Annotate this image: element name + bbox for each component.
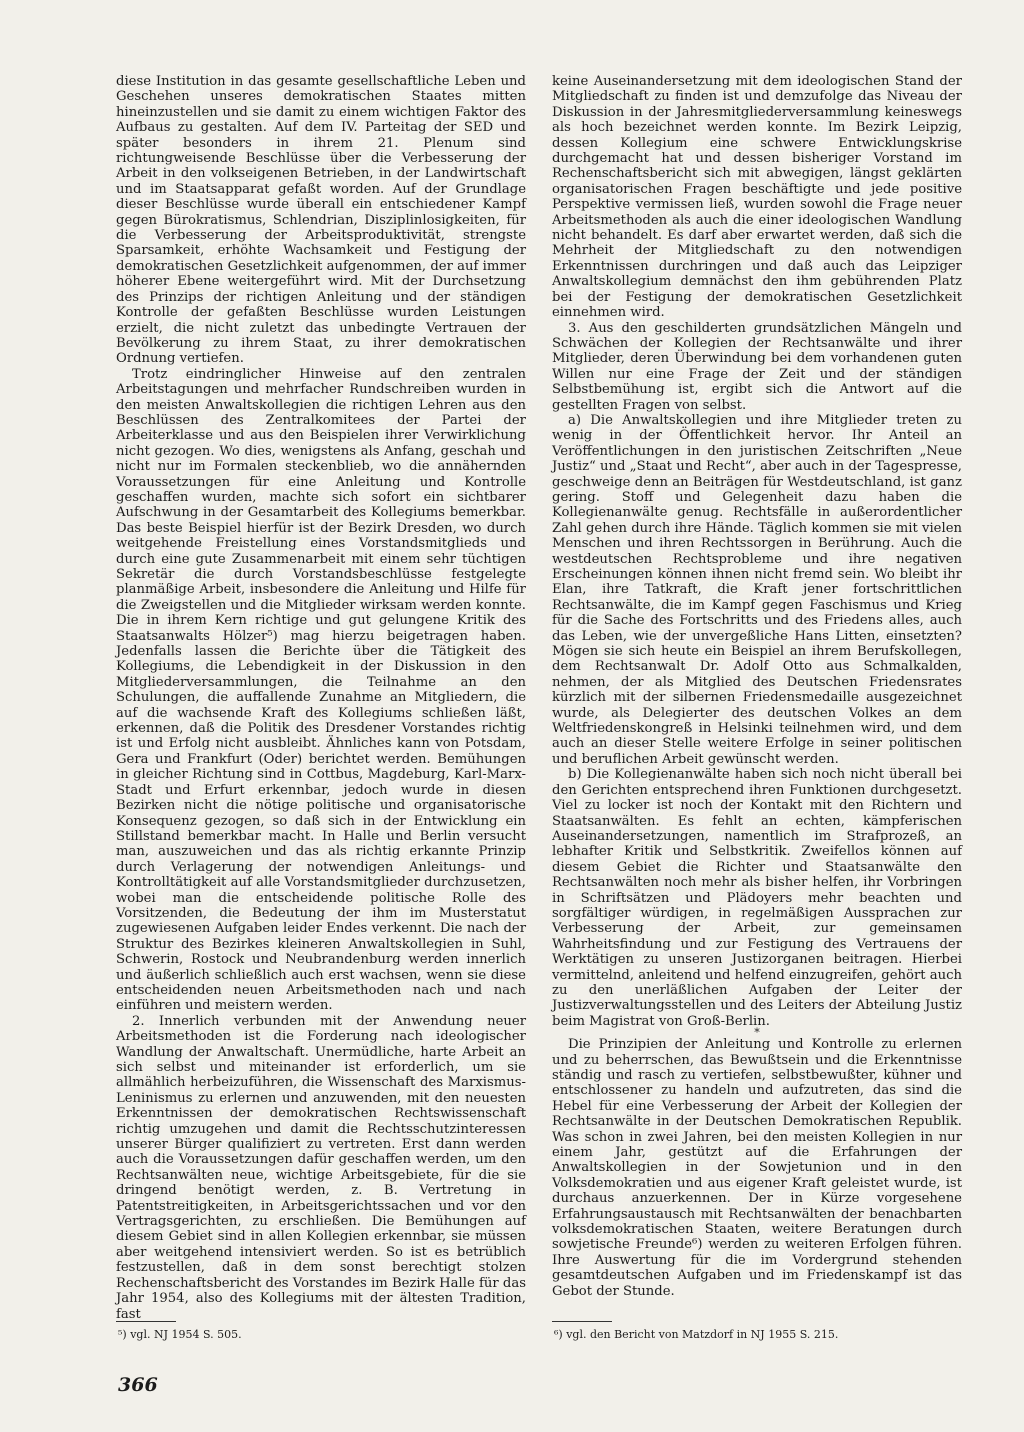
paragraph: keine Auseinandersetzung mit dem ideologischen Stand der Mitgliedschaft zu finden ist und demzufolge das Niveau der Diskussion in der Jahresmitgliederversammlung keineswegs als hoch bezeichnet werden konnte. Im Bezirk Leipzig, dessen Kollegium eine schwere Entwicklungskrise durchgemacht hat und dessen bisheriger Vorstand im Rechenschaftsbericht sich mit abwegigen, längst geklärten organisatorischen Fragen beschäftigte und jede positive Perspektive vermissen ließ, wurden sowohl die Frage neuer Arbeitsmethoden als auch die einer ideologischen Wandlung nicht behandelt. Es darf aber erwartet werden, daß sich die Mehrheit der Mitgliedschaft zu den notwendigen Erkenntnissen durchringen und daß auch das Leipziger Anwaltskollegium demnächst den ihm gebührenden Platz bei der Festigung der demokratischen Gesetzlichkeit einnehmen wird. — [552, 74, 962, 321]
left-column — [116, 74, 526, 1322]
right-column — [552, 74, 962, 1299]
paragraph: Trotz eindringlicher Hinweise auf den zentralen Arbeitstagungen und mehrfacher Rundschreiben wurden in den meisten Anwaltskollegien die richtigen Lehren aus den Beschlüssen des Zentralkomitees der Partei der Arbeiterklasse und aus den Beispielen ihrer Verwirklichung nicht gezogen. Wo dies, wenigstens als Anfang, geschah und nicht nur im Formalen steckenblieb, wo die annähernden Voraussetzungen für eine Anleitung und Kontrolle geschaffen wurden, machte sich sofort ein sichtbarer Aufschwung in der Gesamtarbeit des Kollegiums bemerkbar. Das beste Beispiel hierfür ist der Bezirk Dresden, wo durch weitgehende Freistellung eines Vorstandsmitglieds und durch eine gute Zusammenarbeit mit einem sehr tüchtigen Sekretär die durch Vorstandsbeschlüsse festgelegte planmäßige Arbeit, insbesondere die Anleitung und Hilfe für die Zweigstellen und die Mitglieder wirksam werden konnte. Die in ihrem Kern richtige und gut gelungene Kritik des Staatsanwalts Hölzer⁵) mag hierzu beigetragen haben. Jedenfalls lassen die Berichte über die Tätigkeit des Kollegiums, die Lebendigkeit in der Diskussion in den Mitgliederversammlungen, die Teilnahme an den Schulungen, die auffallende Zunahme an Mitgliedern, die auf die wachsende Kraft des Kollegiums schließen läßt, erkennen, daß die Politik des Dresdener Vorstandes richtig ist und Erfolg nicht ausbleibt. Ähnliches kann von Potsdam, Gera und Frankfurt (Oder) berichtet werden. Bemühungen in gleicher Richtung sind in Cottbus, Magdeburg, Karl-Marx-Stadt und Erfurt erkennbar, jedoch wurde in diesen Bezirken nicht die nötige politische und organisatorische Konsequenz gezogen, so daß sich in der Entwicklung ein Stillstand bemerkbar macht. In Halle und Berlin versucht man, auszuweichen und das als richtig erkannte Prinzip durch Verlagerung der notwendigen Anleitungs- und Kontrolltätigkeit auf alle Vorstandsmitglieder durchzusetzen, wobei man die entscheidende politische Rolle des Vorsitzenden, die Bedeutung der ihm im Musterstatut zugewiesenen Aufgaben leider Endes verkennt. Die nach der Struktur des Bezirkes kleineren Anwaltskollegien in Suhl, Schwerin, Rostock und Neubrandenburg werden innerlich und äußerlich schließlich auch erst wachsen, wenn sie diese entscheidenden neuen Arbeitsmethoden nach und nach einführen und meistern werden. — [116, 366, 526, 1014]
paragraph: diese Institution in das gesamte gesellschaftliche Leben und Geschehen unseres demokratischen Staates mitten hineinzustellen und sie damit zu einem wichtigen Faktor des Aufbaus zu gestalten. Auf dem IV. Parteitag der SED und später besonders in ihrem 21. Plenum sind richtungweisende Beschlüsse über die Verbesserung der Arbeit in den volkseigenen Betrieben, in der Landwirtschaft und im Staatsapparat gefaßt worden. Auf der Grundlage dieser Beschlüsse wurde überall ein entschiedener Kampf gegen Bürokratismus, Schlendrian, Disziplinlosigkeiten, für die Verbesserung der Arbeitsproduktivität, strengste Sparsamkeit, erhöhte Wachsamkeit und Festigung der demokratischen Gesetzlichkeit aufgenommen, der auf immer höherer Ebene weitergeführt wird. Mit der Durchsetzung des Prinzips der richtigen Anleitung und der ständigen Kontrolle der gefaßten Beschlüsse wurden Leistungen erzielt, die nicht zuletzt das unbedingte Vertrauen der Bevölkerung zu ihrem Staat, zu ihrer demokratischen Ordnung vertiefen. — [116, 74, 526, 367]
footnote-6: ⁶) vgl. den Bericht von Matzdorf in NJ 1955 S. 215. — [554, 1328, 839, 1341]
page-number: 366 — [118, 1374, 158, 1396]
paragraph: 2. Innerlich verbunden mit der Anwendung neuer Arbeitsmethoden ist die Forderung nach ideologischer Wandlung der Anwaltschaft. Unermüdliche, harte Arbeit an sich selbst und miteinander ist erforderlich, um sie allmählich herbeizuführen, die Wissenschaft des Marxismus-Leninismus zu erlernen und anzuwenden, mit den neuesten Erkenntnissen der demokratischen Rechtswissenschaft richtig umzugehen und damit die Rechtsschutzinteressen unserer Bürger qualifiziert zu vertreten. Erst dann werden auch die Voraussetzungen dafür geschaffen werden, um den Rechtsanwälten neue, wichtige Arbeitsgebiete, für die sie dringend benötigt werden, z. B. Vertretung in Patentstreitigkeiten, in Arbeitsgerichtssachen und vor den Vertragsgerichten, zu erschließen. Die Bemühungen auf diesem Gebiet sind in allen Kollegien erkennbar, sie müssen aber weitgehend intensiviert werden. So ist es betrüblich festzustellen, daß in dem sonst berechtigt stolzen Rechenschaftsbericht des Vorstandes im Bezirk Halle für das Jahr 1954, also des Kollegiums mit der ältesten Tradition, fast — [116, 1013, 526, 1322]
footnote-5: ⁵) vgl. NJ 1954 S. 505. — [118, 1328, 242, 1341]
paragraph: 3. Aus den geschilderten grundsätzlichen Mängeln und Schwächen der Kollegien der Rechtsanwälte und ihrer Mitglieder, deren Überwindung bei dem vorhandenen guten Willen nur eine Frage der Zeit und der ständigen Selbstbemühung ist, ergibt sich die Antwort auf die gestellten Fragen von selbst. — [552, 320, 962, 413]
paragraph: a) Die Anwaltskollegien und ihre Mitglieder treten zu wenig in der Öffentlichkeit hervor. Ihr Anteil an Veröffentlichungen in den juristischen Zeitschriften „Neue Justiz“ und „Staat und Recht“, aber auch in der Tagespresse, geschweige denn an Beiträgen für Westdeutschland, ist ganz gering. Stoff und Gelegenheit dazu haben die Kollegienanwälte genug. Rechtsfälle in außerordentlicher Zahl gehen durch ihre Hände. Täglich kommen sie mit vielen Menschen und ihren Rechtssorgen in Berührung. Auch die westdeutschen Rechtsprobleme und ihre negativen Erscheinungen können ihnen nicht fremd sein. Wo bleibt ihr Elan, ihre Tatkraft, die Kraft jener fortschrittlichen Rechtsanwälte, die im Kampf gegen Faschismus und Krieg für die Sache des Fortschritts und des Friedens alles, auch das Leben, wie der unvergeßliche Hans Litten, einsetzten? Mögen sie sich heute ein Beispiel an ihrem Berufskollegen, dem Rechtsanwalt Dr. Adolf Otto aus Schmalkalden, nehmen, der als Mitglied des Deutschen Friedensrates kürzlich mit der silbernen Friedensmedaille ausgezeichnet wurde, als Delegierter des deutschen Volkes an dem Weltfriedenskongreß in Helsinki teilnehmen wird, und dem auch an dieser Stelle weitere Erfolge in seiner politischen und beruflichen Arbeit gewünscht werden. — [552, 412, 962, 767]
footnote-rule — [116, 1321, 176, 1322]
section-divider-star: * — [754, 1026, 760, 1040]
paragraph: Die Prinzipien der Anleitung und Kontrolle zu erlernen und zu beherrschen, das Bewußtsein und die Erkenntnisse ständig und rasch zu vertiefen, selbstbewußter, kühner und entschlossener zu handeln und aufzutreten, das sind die Hebel für eine Verbesserung der Arbeit der Kollegien der Rechtsanwälte in der Deutschen Demokratischen Republik. Was schon in zwei Jahren, bei den meisten Kollegien in nur einem Jahr, gestützt auf die Erfahrungen der Anwaltskollegien in der Sowjetunion und in den Volksdemokratien und aus eigener Kraft geleistet wurde, ist durchaus anzuerkennen. Der in Kürze vorgesehene Erfahrungsaustausch mit Rechtsanwälten der benachbarten volksdemokratischen Staaten, weitere Beratungen durch sowjetische Freunde⁶) werden zu weiteren Erfolgen führen. Ihre Auswertung für die im Vordergrund stehenden gesamtdeutschen Aufgaben und im Friedenskampf ist das Gebot der Stunde. — [552, 1037, 962, 1299]
paragraph: b) Die Kollegienanwälte haben sich noch nicht überall bei den Gerichten entsprechend ihren Funktionen durchgesetzt. Viel zu locker ist noch der Kontakt mit den Richtern und Staatsanwälten. Es fehlt an echten, kämpferischen Auseinandersetzungen, namentlich im Strafprozeß, an lebhafter Kritik und Selbstkritik. Zweifellos können auf diesem Gebiet die Richter und Staatsanwälte den Rechtsanwälten noch mehr als bisher helfen, ihr Vorbringen in Schriftsätzen und Plädoyers mehr beachten und sorgfältiger würdigen, in regelmäßigen Aussprachen zur Verbesserung der Arbeit, zur gemeinsamen Wahrheitsfindung und zur Festigung des Vertrauens der Werktätigen zu unseren Justizorganen beitragen. Hierbei vermittelnd, anleitend und helfend einzugreifen, gehört auch zu den unerläßlichen Aufgaben der Leiter der Justizverwaltungsstellen und des Leiters der Abteilung Justiz beim Magistrat von Groß-Berlin. — [552, 767, 962, 1029]
footnote-rule — [552, 1321, 612, 1322]
